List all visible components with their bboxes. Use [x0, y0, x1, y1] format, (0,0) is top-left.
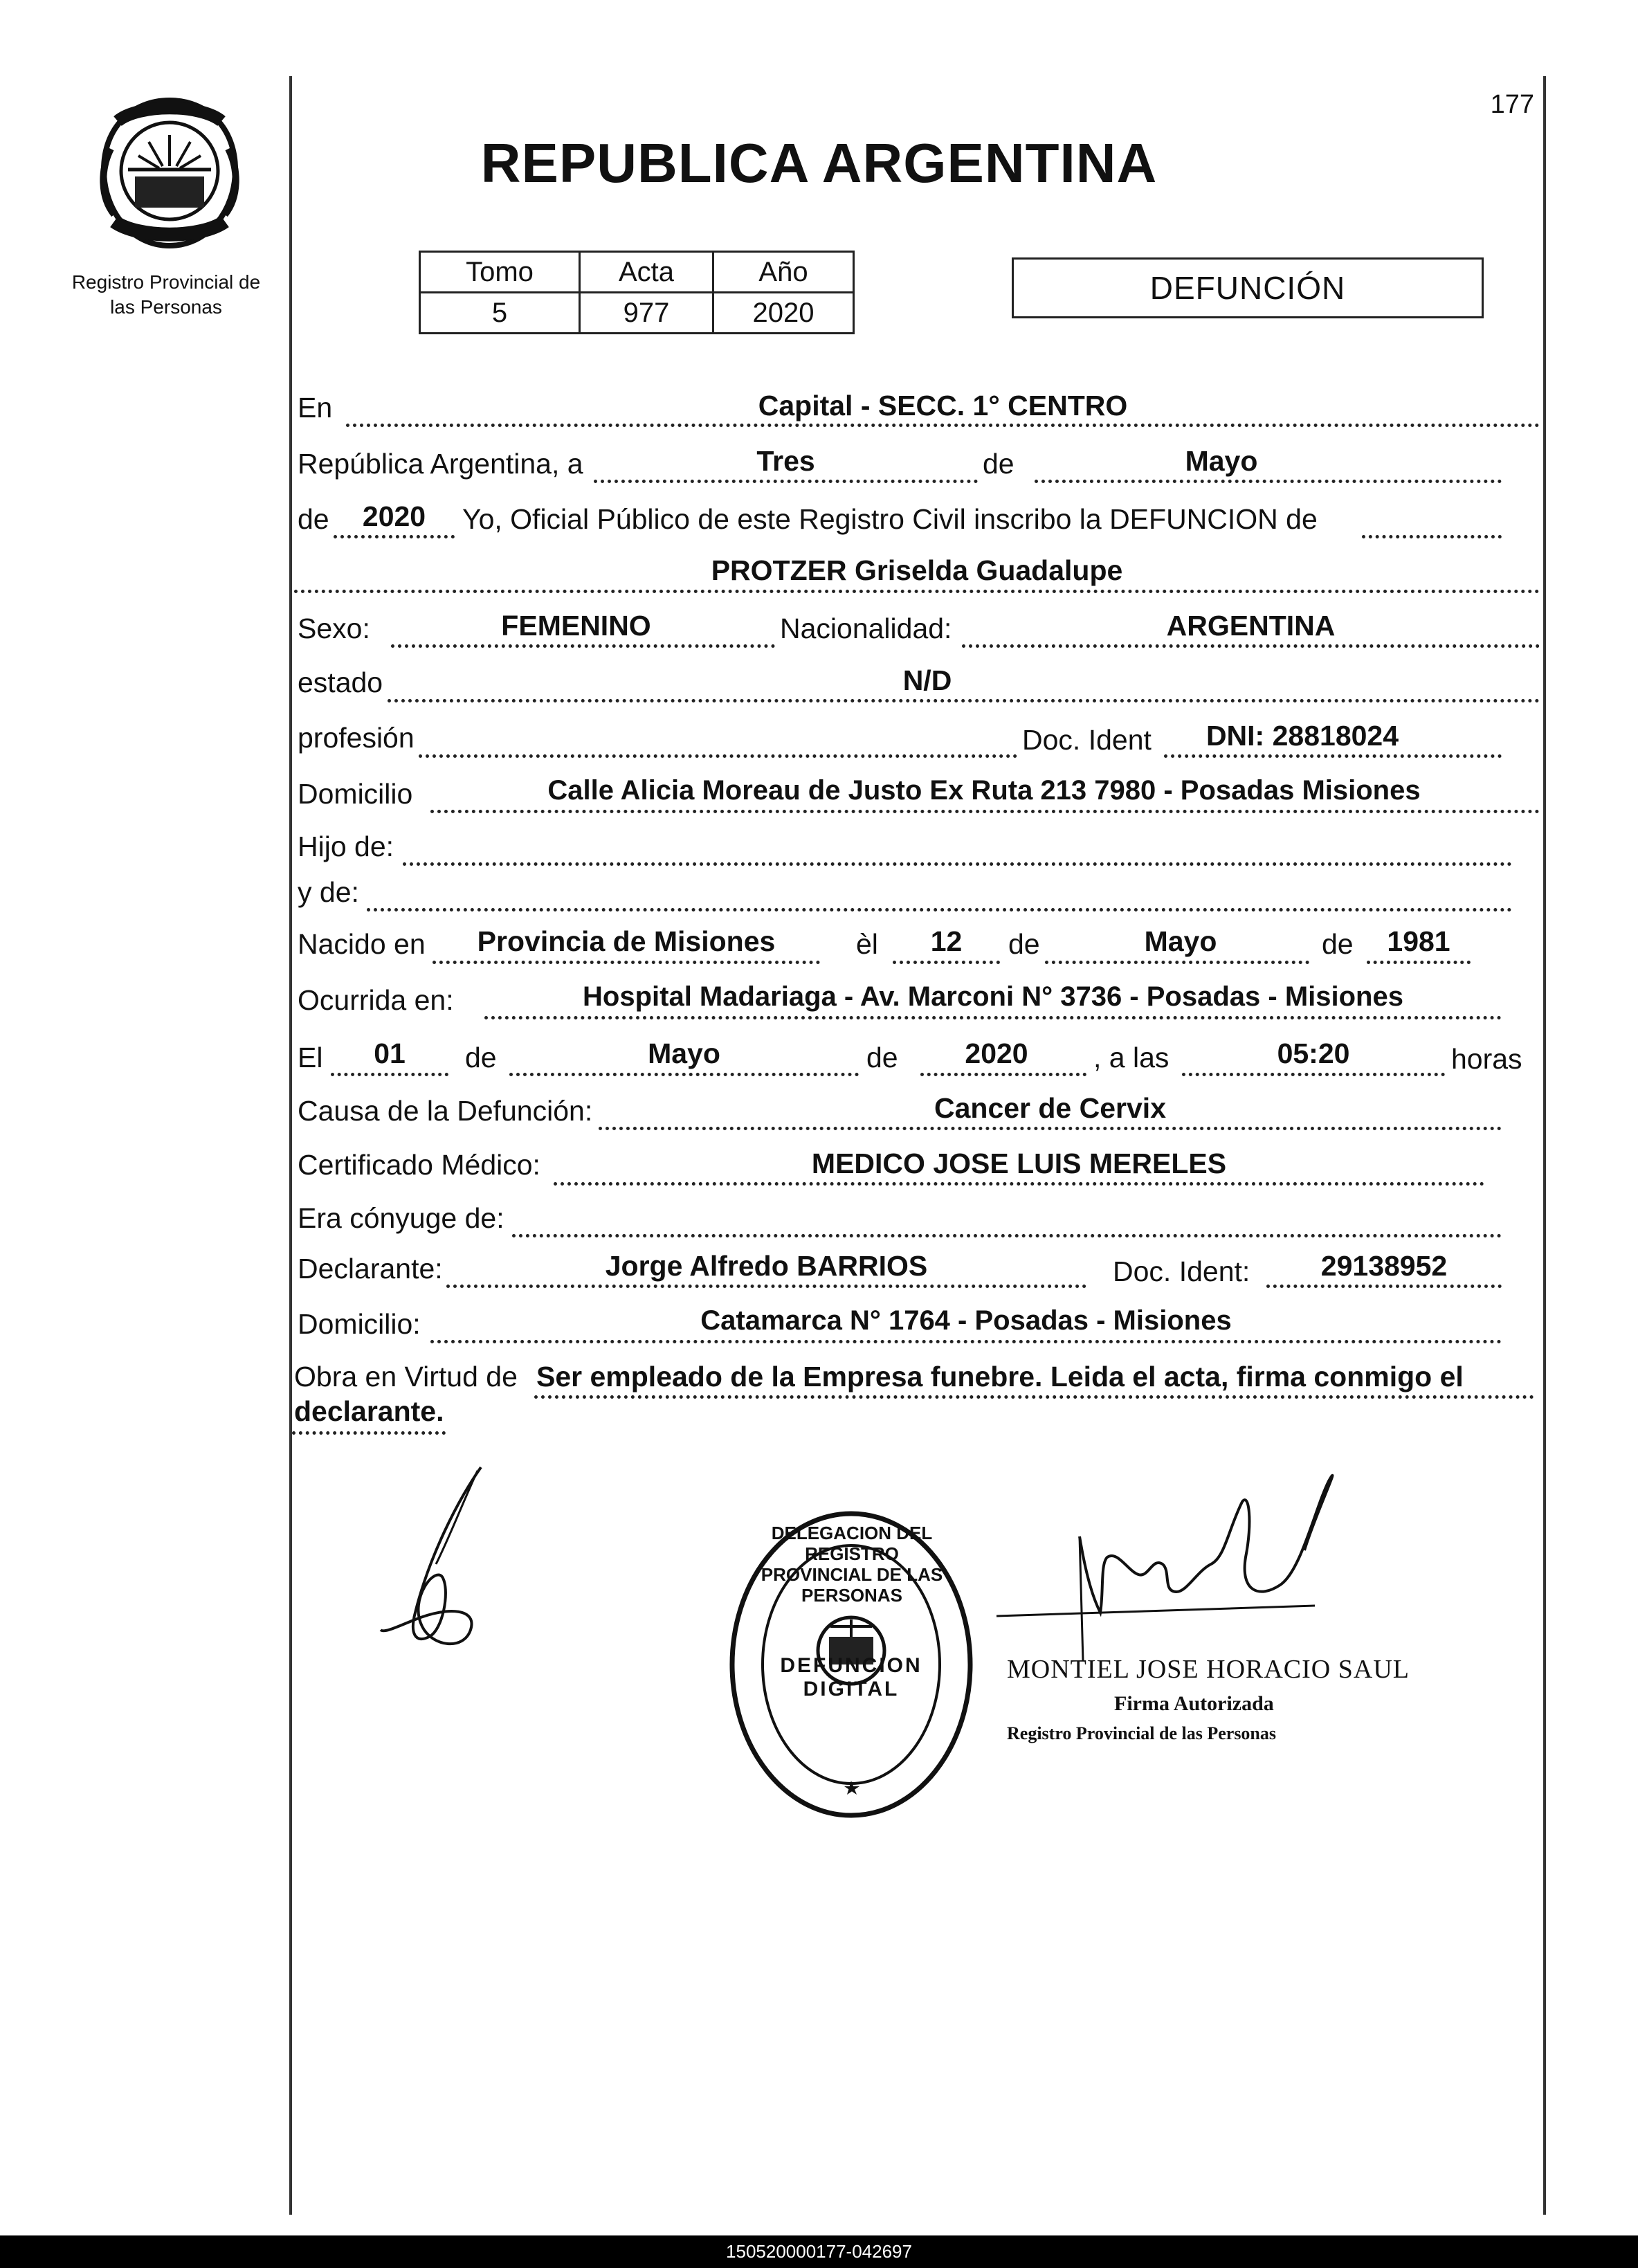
- label-declarante: Declarante:: [298, 1253, 443, 1285]
- record-table: [419, 251, 855, 334]
- signatory-role: Firma Autorizada: [1114, 1692, 1274, 1715]
- value-domicilio-declarante: Catamarca N° 1764 - Posadas - Misiones: [700, 1305, 1232, 1336]
- label-de-def-2: de: [866, 1042, 898, 1073]
- value-causa: Cancer de Cervix: [934, 1092, 1166, 1124]
- label-horas: horas: [1451, 1043, 1522, 1075]
- value-mes-nac: Mayo: [1144, 925, 1217, 957]
- dots-doc-declarante: [1266, 1285, 1502, 1288]
- value-anio-nac: 1981: [1387, 925, 1450, 957]
- value-anio: 2020: [713, 293, 854, 334]
- dots-obra-1: [534, 1395, 1534, 1399]
- dots-lugar: [346, 424, 1540, 427]
- document-code-footer: 150520000177-042697: [0, 2235, 1638, 2268]
- label-el-nacimiento: èl: [856, 928, 878, 960]
- label-nacido-en: Nacido en: [298, 928, 426, 960]
- label-de-nac-2: de: [1322, 928, 1354, 960]
- value-estado: N/D: [902, 664, 952, 696]
- dots-causa: [599, 1127, 1502, 1130]
- dots-nacido-en: [433, 961, 820, 964]
- page-number: 177: [1490, 90, 1534, 119]
- dots-y-de: [367, 908, 1512, 911]
- label-domicilio-declarante: Domicilio:: [298, 1308, 421, 1340]
- left-margin-line: [289, 76, 292, 2215]
- dots-anio-nac: [1367, 961, 1471, 964]
- value-documento: DNI: 28818024: [1205, 720, 1399, 752]
- label-hijo-de: Hijo de:: [298, 831, 394, 862]
- dots-mes-registro: [1035, 480, 1502, 483]
- official-signature: [990, 1453, 1377, 1661]
- dots-estado: [388, 699, 1540, 702]
- dots-mes-def: [509, 1073, 859, 1076]
- label-de-2: de: [298, 503, 329, 535]
- label-doc-ident-declarante: Doc. Ident:: [1113, 1255, 1250, 1287]
- dots-documento: [1164, 754, 1502, 758]
- record-table-header-row: [420, 252, 854, 293]
- record-table-value-row: [420, 293, 854, 334]
- dots-sexo: [391, 644, 775, 648]
- dots-declarante: [446, 1285, 1086, 1288]
- value-obra-line-1: Ser empleado de la Empresa funebre. Leida el acta, firma conmigo el: [536, 1361, 1464, 1392]
- label-el: El: [298, 1042, 323, 1073]
- dots-nacionalidad: [962, 644, 1540, 648]
- header-tomo: Tomo: [420, 252, 580, 293]
- registry-name: [55, 270, 277, 320]
- dots-certificado: [554, 1182, 1484, 1186]
- label-causa: Causa de la Defunción:: [298, 1095, 593, 1127]
- value-mes-registro: Mayo: [1185, 445, 1258, 477]
- label-nacionalidad: Nacionalidad:: [780, 613, 952, 644]
- label-de-nac-1: de: [1008, 928, 1040, 960]
- signatory-office: Registro Provincial de las Personas: [1007, 1723, 1277, 1743]
- label-y-de: y de:: [298, 876, 359, 908]
- label-conyuge: Era cónyuge de:: [298, 1202, 504, 1234]
- dots-anio-registro: [334, 535, 455, 538]
- dots-nombre: [294, 590, 1540, 593]
- value-domicilio: Calle Alicia Moreau de Justo Ex Ruta 213 7980 - Posadas Misiones: [547, 775, 1421, 806]
- label-estado: estado: [298, 666, 383, 698]
- value-dia-nac: 12: [930, 925, 963, 957]
- dots-hijo-de: [403, 862, 1512, 866]
- registry-line-2: las Personas: [110, 296, 222, 318]
- registry-line-1: Registro Provincial de: [71, 271, 261, 293]
- label-yo-oficial: Yo, Oficial Público de este Registro Civil inscribo la DEFUNCION de: [462, 503, 1318, 535]
- dots-dia-nac: [893, 961, 1000, 964]
- value-anio-registro: 2020: [362, 500, 426, 532]
- dots-obra-2: [292, 1431, 446, 1435]
- stamp-ring-text: DELEGACION DEL REGISTRO PROVINCIAL DE LAS PERSONAS: [761, 1523, 943, 1606]
- label-obra: Obra en Virtud de: [294, 1361, 518, 1392]
- label-profesion: profesión: [298, 722, 415, 754]
- right-margin-line: [1543, 76, 1546, 2215]
- dots-hora-def: [1182, 1073, 1445, 1076]
- value-tomo: 5: [420, 293, 580, 334]
- value-doc-declarante: 29138952: [1320, 1250, 1448, 1282]
- value-sexo: FEMENINO: [501, 610, 651, 642]
- header-anio: Año: [713, 252, 854, 293]
- label-republica: República Argentina, a: [298, 448, 583, 480]
- value-hora-def: 05:20: [1277, 1037, 1350, 1069]
- page-title: REPUBLICA ARGENTINA: [480, 132, 1158, 194]
- dots-dia-registro: [594, 480, 978, 483]
- label-a-las: , a las: [1093, 1042, 1170, 1073]
- value-certificado: MEDICO JOSE LUIS MERELES: [811, 1147, 1227, 1179]
- stamp-inner-text: DEFUNCION DIGITAL: [780, 1654, 922, 1700]
- label-doc-ident: Doc. Ident: [1022, 724, 1152, 756]
- value-nacionalidad: ARGENTINA: [1166, 610, 1336, 642]
- dots-ocurrida-en: [484, 1016, 1502, 1019]
- label-domicilio: Domicilio: [298, 778, 413, 810]
- value-nombre: PROTZER Griselda Guadalupe: [711, 554, 1123, 586]
- value-acta: 977: [580, 293, 713, 334]
- dots-dia-def: [331, 1073, 448, 1076]
- value-dia-def: 01: [374, 1037, 406, 1069]
- value-ocurrida-en: Hospital Madariaga - Av. Marconi N° 3736 - Posadas - Misiones: [583, 981, 1403, 1012]
- declarant-signature: [367, 1460, 505, 1661]
- dots-yo-oficial: [1362, 535, 1502, 538]
- dots-mes-nac: [1045, 961, 1309, 964]
- value-obra-line-2: declarante.: [294, 1395, 444, 1427]
- dots-anio-def: [920, 1073, 1086, 1076]
- dots-profesion: [419, 754, 1017, 758]
- label-certificado: Certificado Médico:: [298, 1149, 540, 1181]
- label-en: En: [298, 392, 333, 424]
- value-anio-def: 2020: [965, 1037, 1028, 1069]
- document-type-box: DEFUNCIÓN: [1012, 257, 1484, 318]
- dots-conyuge: [512, 1234, 1502, 1237]
- header-acta: Acta: [580, 252, 713, 293]
- signatory-name: MONTIEL JOSE HORACIO SAUL: [1007, 1655, 1410, 1684]
- label-de-def-1: de: [465, 1042, 497, 1073]
- dots-domicilio-declarante: [430, 1340, 1502, 1343]
- dots-domicilio: [430, 810, 1540, 813]
- value-nacido-en: Provincia de Misiones: [477, 925, 776, 957]
- label-ocurrida-en: Ocurrida en:: [298, 984, 454, 1016]
- label-sexo: Sexo:: [298, 613, 370, 644]
- label-de-1: de: [983, 448, 1014, 480]
- value-mes-def: Mayo: [648, 1037, 720, 1069]
- value-lugar: Capital - SECC. 1° CENTRO: [758, 390, 1128, 421]
- value-declarante: Jorge Alfredo BARRIOS: [605, 1250, 928, 1282]
- value-dia-registro: Tres: [756, 445, 815, 477]
